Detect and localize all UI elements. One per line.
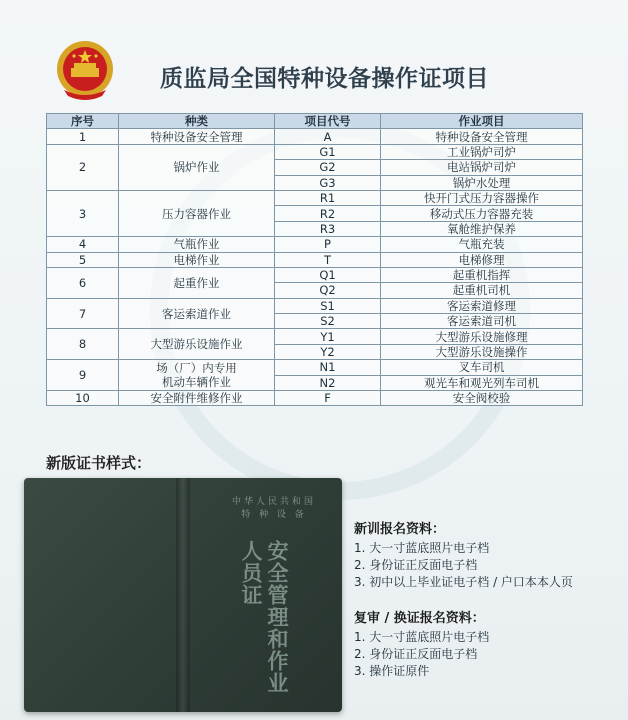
cell-category: 压力容器作业	[119, 190, 275, 236]
cell-project: 电站锅炉司炉	[381, 160, 583, 175]
cell-project: 大型游乐设施修理	[381, 329, 583, 344]
cell-code: T	[275, 252, 381, 267]
table-row	[47, 190, 583, 205]
certificate-sample-image	[24, 478, 342, 712]
cell-project: 叉车司机	[381, 360, 583, 375]
header-category: 种类	[119, 114, 275, 129]
list-item: 3. 操作证原件	[354, 664, 430, 678]
cell-no: 4	[47, 237, 119, 252]
renewal-heading: 复审 / 换证报名资料：	[354, 611, 485, 626]
table-row	[47, 298, 583, 313]
table-header-row	[47, 114, 583, 129]
cell-project: 移动式压力容器充装	[381, 206, 583, 221]
table-row	[47, 237, 583, 252]
cell-code: N2	[275, 375, 381, 390]
list-item: 2. 身份证正反面电子档	[354, 647, 478, 661]
cell-project: 起重机指挥	[381, 267, 583, 282]
materials-info	[354, 518, 624, 680]
page-title: 质监局全国特种设备操作证项目	[160, 66, 489, 92]
certificate-title: 安全管理和作业人员证	[239, 540, 290, 694]
new-training-list	[354, 540, 624, 591]
cell-code: R3	[275, 221, 381, 236]
certificate-table	[46, 113, 582, 406]
cell-category: 起重作业	[119, 267, 275, 298]
cell-project: 客运索道司机	[381, 314, 583, 329]
cell-no: 7	[47, 298, 119, 329]
cell-code: Y2	[275, 344, 381, 359]
cell-no: 3	[47, 190, 119, 236]
new-training-heading: 新训报名资料：	[354, 522, 446, 537]
cell-no: 9	[47, 360, 119, 391]
table-body	[47, 129, 583, 406]
national-emblem-icon	[52, 38, 118, 104]
cell-category: 大型游乐设施作业	[119, 329, 275, 360]
cell-category: 气瓶作业	[119, 237, 275, 252]
cell-code: S1	[275, 298, 381, 313]
certificate-issuer-line1: 中华人民共和国	[231, 497, 316, 507]
table-row	[47, 267, 583, 282]
renewal-list	[354, 629, 624, 680]
cell-project: 客运索道修理	[381, 298, 583, 313]
cell-code: Q1	[275, 267, 381, 282]
table-row	[47, 252, 583, 267]
cell-code: N1	[275, 360, 381, 375]
cell-code: S2	[275, 314, 381, 329]
cell-project: 安全阀校验	[381, 391, 583, 406]
table-row	[47, 391, 583, 406]
certificate-spine	[176, 478, 190, 712]
cell-category: 场（厂）内专用 机动车辆作业	[119, 360, 275, 391]
cell-project: 锅炉水处理	[381, 175, 583, 190]
cell-project: 快开门式压力容器操作	[381, 190, 583, 205]
cell-no: 10	[47, 391, 119, 406]
cell-code: Q2	[275, 283, 381, 298]
cell-no: 5	[47, 252, 119, 267]
cell-no: 8	[47, 329, 119, 360]
certificate-issuer-line2: 特 种 设 备	[241, 510, 307, 520]
cell-category: 电梯作业	[119, 252, 275, 267]
cell-project: 电梯修理	[381, 252, 583, 267]
list-item: 3. 初中以上毕业证电子档 / 户口本本人页	[354, 575, 573, 589]
cell-code: R1	[275, 190, 381, 205]
sample-heading: 新版证书样式：	[46, 454, 152, 472]
table-row	[47, 329, 583, 344]
certificate-issuer	[214, 496, 334, 522]
cell-project: 工业锅炉司炉	[381, 144, 583, 159]
cell-category: 安全附件维修作业	[119, 391, 275, 406]
cell-category: 特种设备安全管理	[119, 129, 275, 144]
cell-code: R2	[275, 206, 381, 221]
cell-code: F	[275, 391, 381, 406]
list-item: 1. 大一寸蓝底照片电子档	[354, 630, 490, 644]
header-code: 项目代号	[275, 114, 381, 129]
cell-no: 2	[47, 144, 119, 190]
cell-code: G2	[275, 160, 381, 175]
header-no: 序号	[47, 114, 119, 129]
cell-code: A	[275, 129, 381, 144]
cell-project: 起重机司机	[381, 283, 583, 298]
table-row	[47, 360, 583, 375]
cell-code: G1	[275, 144, 381, 159]
cell-category: 锅炉作业	[119, 144, 275, 190]
cell-project: 特种设备安全管理	[381, 129, 583, 144]
cell-no: 1	[47, 129, 119, 144]
list-item: 1. 大一寸蓝底照片电子档	[354, 541, 490, 555]
table-row	[47, 129, 583, 144]
cell-code: Y1	[275, 329, 381, 344]
cell-no: 6	[47, 267, 119, 298]
header-project: 作业项目	[381, 114, 583, 129]
cell-project: 大型游乐设施操作	[381, 344, 583, 359]
cell-code: G3	[275, 175, 381, 190]
cell-category: 客运索道作业	[119, 298, 275, 329]
cell-project: 氧舱维护保养	[381, 221, 583, 236]
cell-code: P	[275, 237, 381, 252]
cell-project: 观光车和观光列车司机	[381, 375, 583, 390]
cell-project: 气瓶充装	[381, 237, 583, 252]
table-row	[47, 144, 583, 159]
list-item: 2. 身份证正反面电子档	[354, 558, 478, 572]
